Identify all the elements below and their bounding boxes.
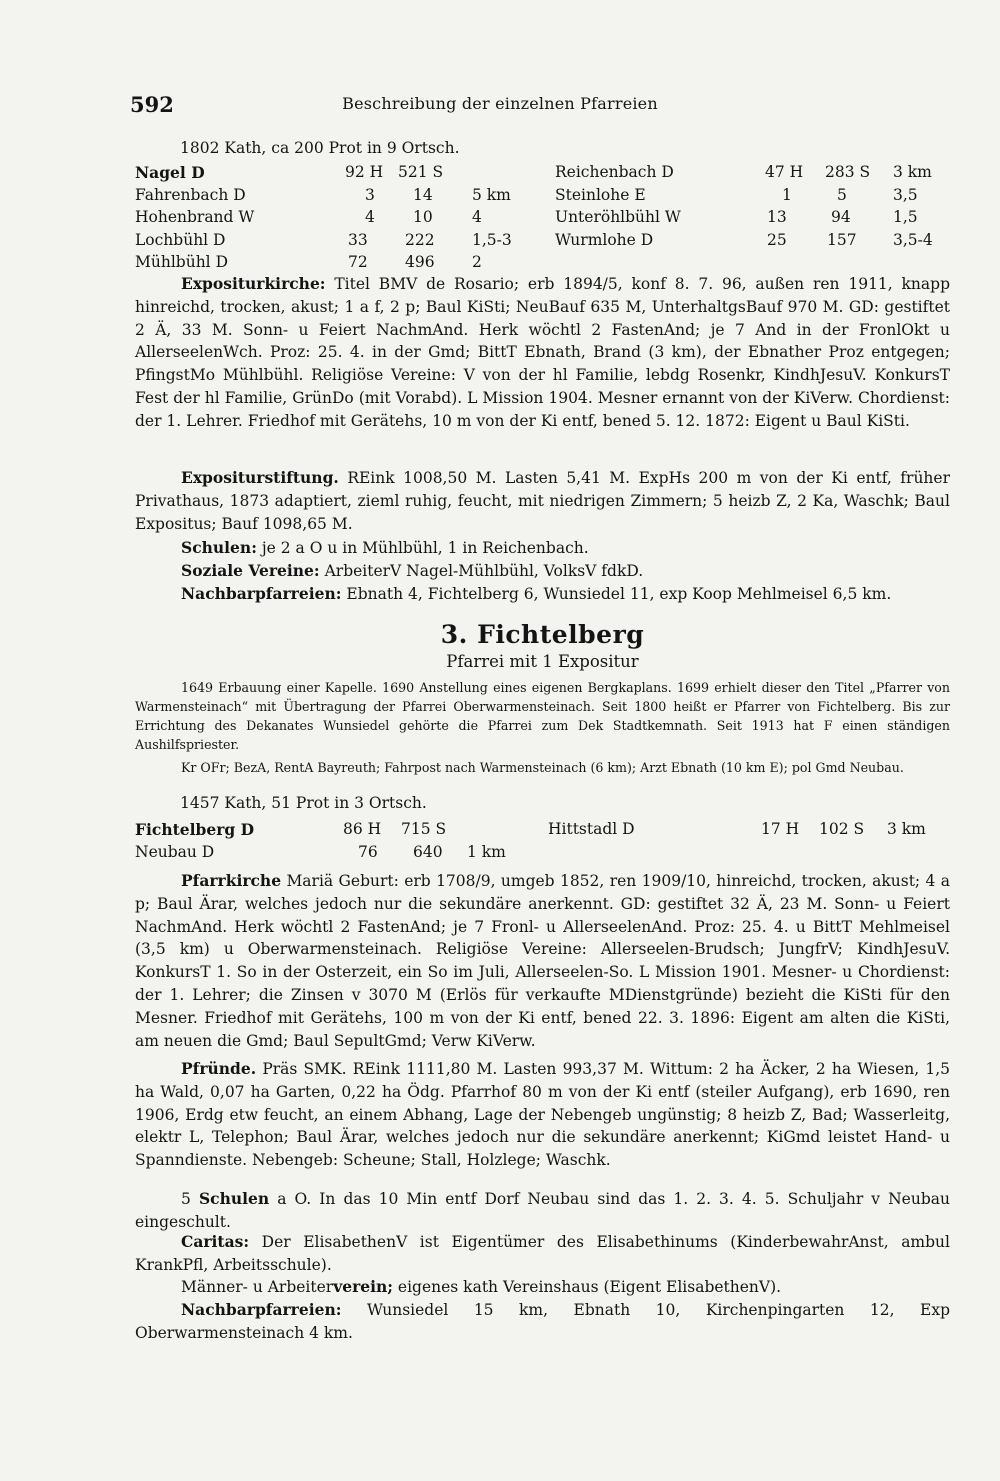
running-head: Beschreibung der einzelnen Pfarreien [342,94,658,113]
pfruende-paragraph: Pfründe. Präs SMK. REink 1111,80 M. Lasten 993,37 M. Wittum: 2 ha Äcker, 2 ha Wiesen, 1,5 ha Wald, 0,07 ha Garten, 0,22 ha Ödg. Pfarrhof 80 m von der Ki entf (steiler Aufgang), erb 1690, ren 1906, Erdg etw feucht, an einem Abhang, Lage der Nebengeb ungünstig; 8 heizb Z, Bad; Wasserleitg, elektr L, Telephon; Baul Ärar, welches jedoch nur die sekundäre anerkennt; KiGmd leistet Hand- u Spanndienste. Nebengeb: Scheune; Stall, Holzlege; Waschk. [135,1059,951,1170]
page-number: 592 [130,92,174,117]
caritas-paragraph: Caritas: Der ElisabethenV ist Eigentümer des Elisabethinums (KinderbewahrAnst, ambul KrankPfl, Arbeitsschule). [135,1232,950,1274]
table-row: Neubau D 76 640 1 km [135,842,506,861]
expositurkirche-paragraph: Expositurkirche: Titel BMV de Rosario; erb 1894/5, konf 8. 7. 96, außen ren 1911, knapp hinreichd, trocken, akust; 1 a f, 2 p; Baul KiSti; NeuBauf 635 M, UnterhaltgsBauf 970 M. GD: gestiftet 2 Ä, 33 M. Sonn- u Feiert NachmAnd. Herk wöchtl 2 FastenAnd; je 7 And in der FronlOkt u AllerseelenWch. Proz: 25. 4. in der Gmd; BittT Ebnath, Brand (3 km), der Ebnather Proz entgegen; PfingstMo Mühlbühl. Religiöse Vereine: V von der hl Familie, lebdg Rosenkr, KindhJesuV. KonkursT Fest der hl Familie, GrünDo (mit Vorabd). L Mission 1904. Mesner ernannt von der KiVerw. Chordienst: der 1. Lehrer. Friedhof mit Gerätehs, 10 m von der Ki entf, bened 5. 12. 1872: Eigent u Baul KiSti. [135,274,950,430]
population-line: 1457 Kath, 51 Prot in 3 Ortsch. [180,794,427,812]
section-title: 3. Fichtelberg [440,620,645,649]
admin-paragraph: Kr OFr; BezA, RentA Bayreuth; Fahrpost nach Warmensteinach (6 km); Arzt Ebnath (10 km E); pol Gmd Neubau. [181,760,904,775]
table-row: Lochbühl D 33 222 1,5-3 Wurmlohe D 25 157 3,5-4 [135,230,933,249]
section-subtitle: Pfarrei mit 1 Expositur [446,652,639,671]
table-row: Nagel D 92 H 521 S Reichenbach D 47 H 283 S 3 km [135,163,932,182]
population-line: 1802 Kath, ca 200 Prot in 9 Ortsch. [180,139,460,157]
verein-paragraph: Männer- u Arbeiterverein; eigenes kath Vereinshaus (Eigent ElisabethenV). [181,1277,782,1296]
table-row: Fahrenbach D 3 14 5 km Steinlohe E 1 5 3,5 [135,185,918,204]
expositurstiftung-paragraph: Expositurstiftung. REink 1008,50 M. Lasten 5,41 M. ExpHs 200 m von der Ki entf, früher Privathaus, 1873 adaptiert, zieml ruhig, feucht, mit niedrigen Zimmern; 5 heizb Z, 2 Ka, Waschk; Baul Expositus; Bauf 1098,65 M. [135,468,950,533]
soziale-vereine-paragraph: Soziale Vereine: ArbeiterV Nagel-Mühlbühl, VolksV fdkD. [181,561,644,580]
table-row: Fichtelberg D 86 H 715 S Hittstadl D 17 H 102 S 3 km [135,820,926,839]
page-header [0,92,1000,122]
places-table [135,163,950,276]
nachbarpfarreien-paragraph: Nachbarpfarreien: Wunsiedel 15 km, Ebnath 10, Kirchenpingarten 12, Exp Oberwarmensteinach 4 km. [135,1300,950,1342]
places-table [135,820,950,865]
table-row: Mühlbühl D 72 496 2 [135,253,482,272]
table-row: Hohenbrand W 4 10 4 Unteröhlbühl W 13 94 1,5 [135,208,918,227]
schulen-paragraph: 5 Schulen a O. In das 10 Min entf Dorf Neubau sind das 1. 2. 3. 4. 5. Schuljahr v Neubau eingeschult. [135,1189,950,1231]
history-paragraph: 1649 Erbauung einer Kapelle. 1690 Anstellung eines eigenen Bergkaplans. 1699 erhielt dieser den Titel „Pfarrer von Warmensteinach“ mit Übertragung der Pfarrei Oberwarmensteinach. Seit 1800 heißt er Pfarrer von Fichtelberg. Bis zur Errichtung des Dekanates Wunsiedel gehörte die Pfarrei zum Dek Stadtkemnath. Seit 1913 hat F einen ständigen Aushilfspriester. [135,680,950,752]
schulen-paragraph: Schulen: je 2 a O u in Mühlbühl, 1 in Reichenbach. [181,538,589,557]
nachbarpfarreien-paragraph: Nachbarpfarreien: Ebnath 4, Fichtelberg 6, Wunsiedel 11, exp Koop Mehlmeisel 6,5 km. [181,584,892,603]
pfarrkirche-paragraph: Pfarrkirche Mariä Geburt: erb 1708/9, umgeb 1852, ren 1909/10, hinreichd, trocken, akust; 4 a p; Baul Ärar, welches jedoch nur die sekundäre anerkennt. GD: gestiftet 32 Ä, 23 M. Sonn- u Feiert NachmAnd. Herk wöchtl 2 FastenAnd; je 7 Fronl- u AllerseelenAnd. Proz: 25. 4. u BittT Mehlmeisel (3,5 km) u Oberwarmensteinach. Religiöse Vereine: Allerseelen-Brudsch; JungfrV; KindhJesuV. KonkursT 1. So in der Osterzeit, ein So im Juli, Allerseelen-So. L Mission 1901. Mesner- u Chordienst: der 1. Lehrer; die Zinsen v 3070 M (Erlös für verkaufte MDienstgründe) bezieht die KiSti für den Mesner. Friedhof mit Gerätehs, 100 m von der Ki entf, bened 22. 3. 1896: Eigent am alten die KiSti, am neuen die Gmd; Baul SepultGmd; Verw KiVerw. [135,871,950,1050]
